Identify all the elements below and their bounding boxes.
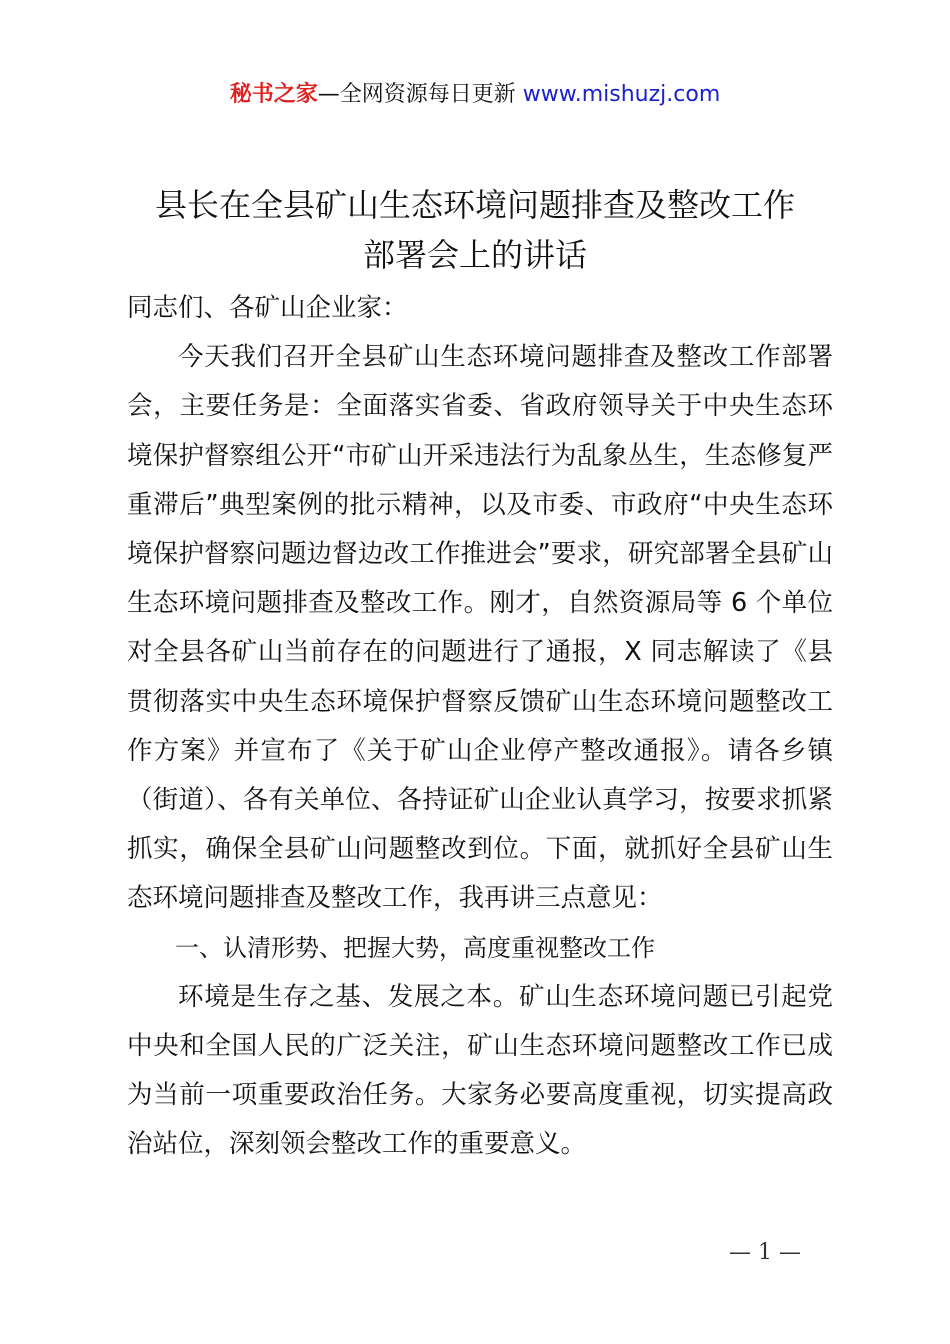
document-body bbox=[127, 284, 833, 1170]
page-number: — 1 — bbox=[729, 1240, 801, 1265]
document-title-line-1: 县长在全县矿山生态环境问题排查及整改工作 bbox=[154, 186, 795, 224]
document-title bbox=[110, 180, 840, 280]
body-paragraph-2: 环境是生存之基、发展之本。矿山生态环境问题已引起党中央和全国人民的广泛关注，矿山生态环境问题整改工作已成为当前一项重要政治任务。大家务必要高度重视，切实提高政治站位，深刻领会整改工作的重要意义。 bbox=[127, 981, 833, 1160]
site-slogan: —全网资源每日更新 bbox=[317, 82, 523, 107]
site-url-link[interactable]: www.mishuzj.com bbox=[522, 82, 721, 107]
document-title-line-2: 部署会上的讲话 bbox=[362, 236, 587, 274]
salutation: 同志们、各矿山企业家： bbox=[127, 293, 408, 323]
body-paragraph-1: 今天我们召开全县矿山生态环境问题排查及整改工作部署会，主要任务是：全面落实省委、省政府领导关于中央生态环境保护督察组公开“市矿山开采违法行为乱象丛生，生态修复严重滞后”典型案例的批示精神，以及市委、市政府“中央生态环境保护督察问题边督边改工作推进会”要求，研究部署全县矿山生态环境问题排查及整改工作。刚才，自然资源局等 6 个单位对全县各矿山当前存在的问题进行了通报，X 同志解读了《县贯彻落实中央生态环境保护督察反馈矿山生态环境问题整改工作方案》并宣布了《关于矿山企业停产整改通报》。请各乡镇（街道）、各有关单位、各持证矿山企业认真学习，按要求抓紧抓实，确保全县矿山问题整改到位。下面，就抓好全县矿山生态环境问题排查及整改工作，我再讲三点意见： bbox=[127, 342, 833, 914]
site-header bbox=[0, 78, 950, 112]
site-brand: 秘书之家 bbox=[229, 82, 318, 107]
section-heading-1: 一、认清形势、把握大势，高度重视整改工作 bbox=[175, 933, 655, 962]
